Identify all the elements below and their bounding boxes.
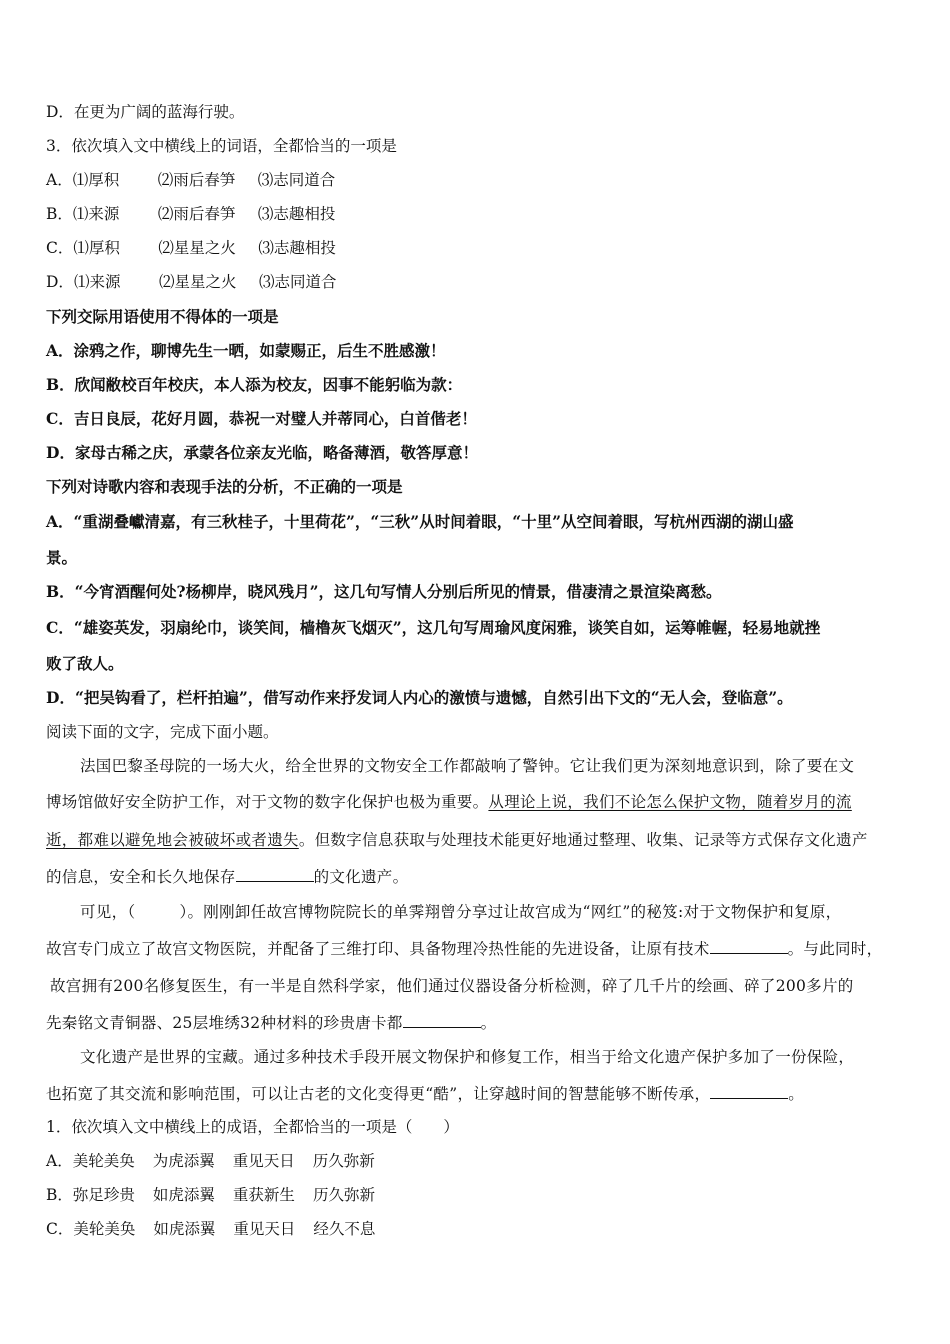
passage-p2-line3: 故宫拥有200名修复医生，有一半是自然科学家，他们通过仪器设备分析检测，碎了几千片的绘画、碎了200多片的: [50, 977, 854, 995]
etiquette-option-a: A．涂鸦之作，聊博先生一晒，如蒙赐正，后生不胜感激！: [46, 341, 446, 360]
underlined-sentence-end: 逝，都难以避免地会被破坏或者遗失: [46, 831, 299, 849]
q3-option-c: C．⑴厚积 ⑵星星之火 ⑶志趣相投: [46, 239, 336, 257]
q1-option-a: A．美轮美奂 为虎添翼 重见天日 历久弥新: [46, 1152, 375, 1170]
fill-blank-3: [403, 1013, 481, 1028]
fill-blank-4: [710, 1084, 788, 1099]
q3-option-d: D．⑴来源 ⑵星星之火 ⑶志同道合: [46, 273, 337, 291]
poetry-option-a-line2: 景。: [46, 548, 78, 567]
passage-p1-line1: 法国巴黎圣母院的一场大火，给全世界的文物安全工作都敲响了警钟。它让我们更为深刻地意识到，除了要在文: [80, 757, 855, 775]
q1-stem: 1．依次填入文中横线上的成语，全都恰当的一项是（ ）: [46, 1118, 459, 1136]
reading-intro: 阅读下面的文字，完成下面小题。: [46, 723, 279, 741]
q2-option-d: D．在更为广阔的蓝海行驶。: [46, 103, 245, 121]
fill-blank-2: [710, 939, 788, 954]
poetry-option-a-line1: A．“重湖叠巘清嘉，有三秋桂子，十里荷花”，“三秋”从时间着眼，“十里”从空间着眼，写杭州西湖的湖山盛: [46, 512, 794, 531]
passage-p3-line1: 文化遗产是世界的宝藏。通过多种技术手段开展文物保护和修复工作，相当于给文化遗产保护多加了一份保险，: [80, 1048, 855, 1066]
poetry-option-c-line1: C．“雄姿英发，羽扇纶巾，谈笑间，樯橹灰飞烟灭”，这几句写周瑜风度闲雅，谈笑自如，运筹帷幄，轻易地就挫: [46, 618, 821, 637]
etiquette-option-c: C．吉日良辰，花好月圆，恭祝一对璧人并蒂同心，白首偕老！: [46, 409, 477, 428]
passage-p2-line2: 故宫专门成立了故宫文物医院，并配备了三维打印、具备物理冷热性能的先进设备，让原有技术 。与此同时，: [46, 940, 883, 958]
q1-option-b: B．弥足珍贵 如虎添翼 重获新生 历久弥新: [46, 1186, 375, 1204]
poetry-stem: 下列对诗歌内容和表现手法的分析，不正确的一项是: [46, 477, 403, 496]
passage-p2-line1: 可见，（ ）。刚刚卸任故宫博物院院长的单霁翔曾分享过让故宫成为“网红”的秘笈:对于文物保护和复原，: [80, 903, 842, 921]
q3-option-a: A．⑴厚积 ⑵雨后春笋 ⑶志同道合: [46, 171, 336, 189]
etiquette-stem: 下列交际用语使用不得体的一项是: [46, 307, 279, 326]
poetry-option-c-line2: 败了敌人。: [46, 654, 124, 673]
passage-p2-line4: 先秦铭文青铜器、25层堆绣32种材料的珍贵唐卡都 。: [46, 1014, 497, 1032]
passage-p1-line2: 博场馆做好安全防护工作，对于文物的数字化保护也极为重要。从理论上说，我们不论怎么保护文物，随着岁月的流: [46, 793, 852, 811]
q3-stem: 3．依次填入文中横线上的词语，全都恰当的一项是: [46, 137, 397, 155]
underlined-sentence: 从理论上说，我们不论怎么保护文物，随着岁月的流: [488, 793, 852, 811]
etiquette-option-d: D．家母古稀之庆，承蒙各位亲友光临，略备薄酒，敬答厚意！: [46, 443, 478, 462]
passage-p1-line4: 的信息，安全和长久地保存 的文化遗产。: [46, 868, 409, 886]
q3-option-b: B．⑴来源 ⑵雨后春笋 ⑶志趣相投: [46, 205, 336, 223]
poetry-option-d: D．“把吴钩看了，栏杆拍遍”，借写动作来抒发词人内心的激愤与遗憾，自然引出下文的“无人会，登临意”。: [46, 688, 793, 707]
passage-p3-line2: 也拓宽了其交流和影响范围，可以让古老的文化变得更“酷”，让穿越时间的智慧能够不断传承， 。: [46, 1085, 805, 1103]
fill-blank-1: [236, 867, 314, 882]
etiquette-option-b: B．欣闻敝校百年校庆，本人添为校友，因事不能躬临为款：: [46, 375, 463, 394]
q1-option-c: C．美轮美奂 如虎添翼 重见天日 经久不息: [46, 1220, 376, 1238]
poetry-option-b: B．“今宵酒醒何处?杨柳岸，晓风残月”，这几句写情人分别后所见的情景，借凄清之景渲染离愁。: [46, 582, 722, 601]
passage-p1-line3: 逝，都难以避免地会被破坏或者遗失。但数字信息获取与处理技术能更好地通过整理、收集、记录等方式保存文化遗产: [46, 831, 868, 849]
